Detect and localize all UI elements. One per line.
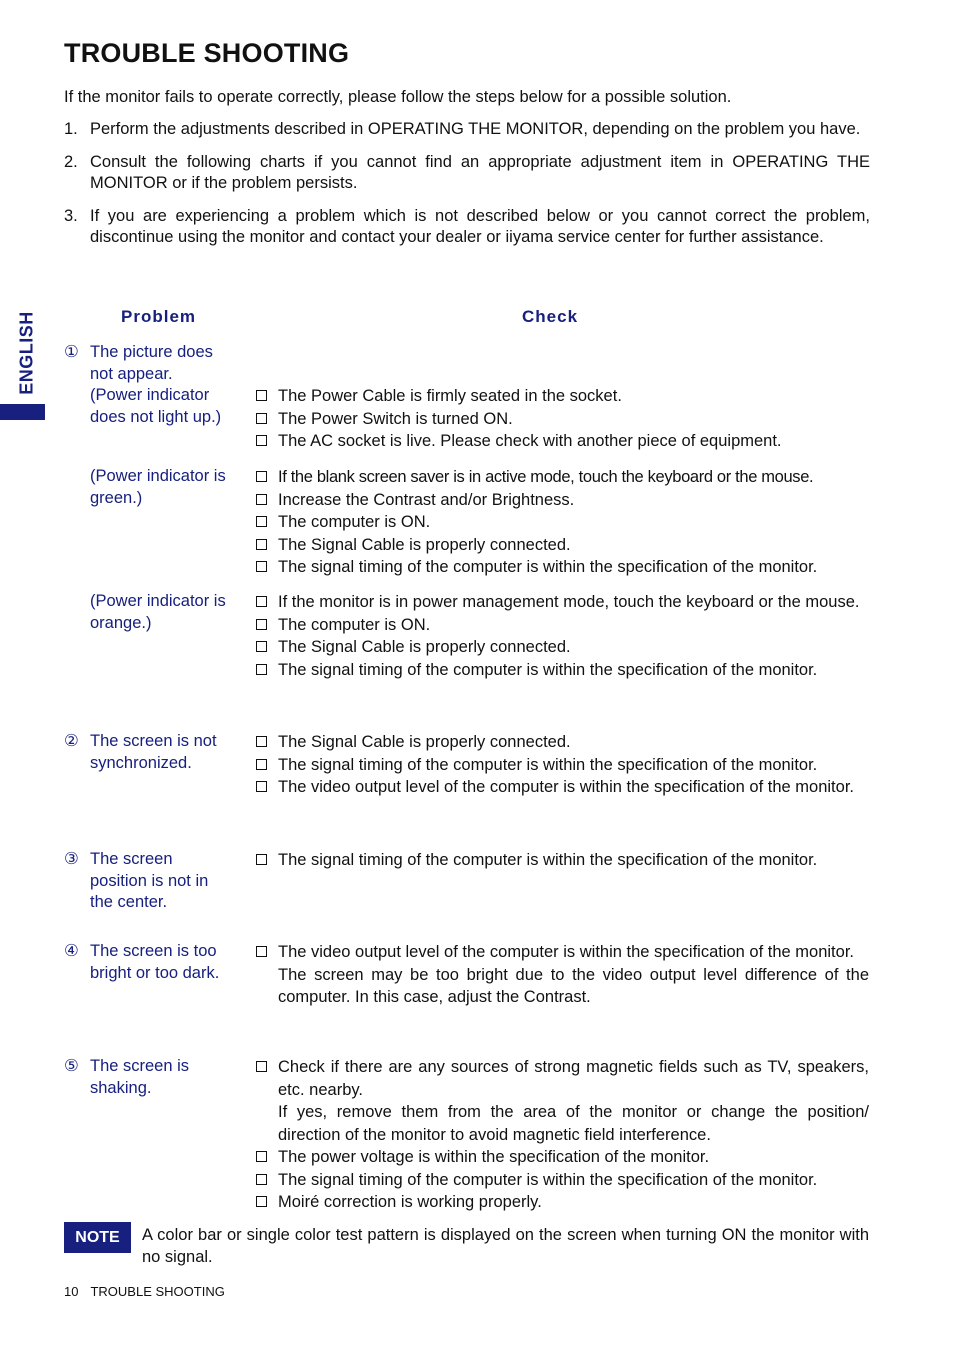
- checkbox-icon: [256, 596, 267, 607]
- note-badge: NOTE: [64, 1222, 131, 1253]
- page-title: TROUBLE SHOOTING: [64, 38, 350, 68]
- step-item: [64, 152, 870, 195]
- check-item: [255, 849, 869, 872]
- problem-item: [64, 941, 244, 984]
- check-text: The video output level of the computer is within the specification of the monitor.: [278, 778, 854, 796]
- problem-item: [64, 385, 244, 428]
- problem-number: ⑤: [64, 1057, 79, 1075]
- problem-text: The screen is too bright or too dark.: [90, 942, 220, 982]
- problem-number: ④: [64, 942, 79, 960]
- check-item: [255, 1191, 869, 1214]
- check-text: The AC socket is live. Please check with another piece of equipment.: [278, 432, 782, 450]
- check-item: [255, 511, 869, 534]
- checkbox-icon: [256, 854, 267, 865]
- check-text: The Signal Cable is properly connected.: [278, 638, 571, 656]
- checkbox-icon: [256, 561, 267, 572]
- check-text: Increase the Contrast and/or Brightness.: [278, 490, 575, 509]
- step-item: [64, 119, 870, 141]
- check-text: The signal timing of the computer is within the specification of the monitor.: [278, 660, 818, 679]
- check-item: [255, 659, 869, 682]
- check-item: [255, 941, 869, 1009]
- problem-number: ②: [64, 732, 79, 750]
- check-extra-text: If yes, remove them from the area of the monitor or change the position/ direction of the monitor to avoid magnetic field interference.: [278, 1103, 869, 1144]
- check-item: [255, 408, 869, 431]
- step-text: If you are experiencing a problem which is not described below or you cannot correct the problem, discontinue using the monitor and contact your dealer or iiyama service center for further assistance.: [90, 206, 870, 246]
- check-text: The signal timing of the computer is within the specification of the monitor.: [278, 755, 818, 774]
- check-text: Moiré correction is working properly.: [278, 1193, 542, 1211]
- steps-list: [64, 119, 870, 249]
- page-footer: [64, 1284, 225, 1299]
- check-item: [255, 1169, 869, 1192]
- check-item: [255, 489, 869, 512]
- problem-text: (Power indicator is green.): [90, 467, 226, 507]
- check-item: [255, 591, 869, 614]
- checkbox-icon: [256, 736, 267, 747]
- page-number: 10: [64, 1284, 79, 1299]
- check-item: [255, 556, 869, 579]
- check-text: Check if there are any sources of strong magnetic fields such as TV, speakers, etc. nearby.: [278, 1058, 869, 1099]
- checkbox-icon: [256, 664, 267, 675]
- problem-text: The picture does not appear.: [90, 343, 213, 383]
- step-number: 2.: [64, 152, 78, 171]
- check-item: [255, 776, 869, 799]
- note-text: A color bar or single color test pattern is displayed on the screen when turning ON the monitor with no signal.: [142, 1226, 869, 1266]
- check-text: The Signal Cable is properly connected.: [278, 733, 571, 751]
- check-item: [255, 636, 869, 659]
- check-item: [255, 614, 869, 637]
- check-item: [255, 754, 869, 777]
- check-list: [255, 385, 869, 453]
- check-list: [255, 731, 869, 799]
- checkbox-icon: [256, 619, 267, 630]
- check-text: The power voltage is within the specification of the monitor.: [278, 1148, 710, 1166]
- problem-number: ①: [64, 343, 79, 361]
- check-item: [255, 534, 869, 557]
- step-text: Consult the following charts if you cannot find an appropriate adjustment item in OPERATING THE MONITOR or if the problem persists.: [90, 152, 870, 192]
- checkbox-icon: [256, 1151, 267, 1162]
- checkbox-icon: [256, 539, 267, 550]
- checkbox-icon: [256, 494, 267, 505]
- check-item: [255, 731, 869, 754]
- check-list: [255, 849, 869, 872]
- check-text: The video output level of the computer is within the specification of the monitor.: [278, 943, 854, 961]
- check-list: [255, 466, 869, 579]
- language-label: ENGLISH: [16, 311, 37, 395]
- check-text: The Power Cable is firmly seated in the socket.: [278, 387, 622, 405]
- step-number: 3.: [64, 206, 78, 225]
- checkbox-icon: [256, 471, 267, 482]
- problem-item: [64, 731, 244, 774]
- problem-item: [64, 1056, 244, 1099]
- problem-text: The screen is shaking.: [90, 1057, 190, 1097]
- problem-item: [64, 342, 244, 385]
- check-list: [255, 1056, 869, 1214]
- checkbox-icon: [256, 946, 267, 957]
- check-item: [255, 385, 869, 408]
- checkbox-icon: [256, 516, 267, 527]
- check-text: The signal timing of the computer is within the specification of the monitor.: [278, 558, 818, 576]
- problem-item: [64, 849, 244, 914]
- footer-section-title: TROUBLE SHOOTING: [90, 1284, 225, 1299]
- step-number: 1.: [64, 120, 78, 138]
- check-text: The computer is ON.: [278, 513, 431, 531]
- checkbox-icon: [256, 1061, 267, 1072]
- checkbox-icon: [256, 759, 267, 770]
- check-text: The signal timing of the computer is within the specification of the monitor.: [278, 1170, 818, 1189]
- language-tab-marker: [0, 404, 45, 420]
- problem-number: ③: [64, 850, 79, 868]
- check-list: [255, 941, 869, 1009]
- check-extra-text: The screen may be too bright due to the video output level difference of the computer. In this case, adjust the Contrast.: [278, 965, 869, 1006]
- check-item: [255, 466, 869, 489]
- check-text: If the blank screen saver is in active mode, touch the keyboard or the mouse.: [278, 468, 814, 486]
- checkbox-icon: [256, 641, 267, 652]
- problem-column-header: Problem: [121, 307, 197, 326]
- check-text: The signal timing of the computer is within the specification of the monitor.: [278, 851, 818, 869]
- checkbox-icon: [256, 781, 267, 792]
- check-text: The Signal Cable is properly connected.: [278, 535, 571, 554]
- checkbox-icon: [256, 1196, 267, 1207]
- check-list: [255, 591, 869, 681]
- problem-text: The screen position is not in the center.: [90, 850, 209, 911]
- check-column-header: Check: [522, 307, 579, 326]
- step-item: [64, 206, 870, 249]
- problem-text: (Power indicator does not light up.): [90, 386, 222, 426]
- check-item: [255, 1146, 869, 1169]
- checkbox-icon: [256, 413, 267, 424]
- check-item: [255, 1056, 869, 1146]
- check-text: If the monitor is in power management mode, touch the keyboard or the mouse.: [278, 593, 860, 611]
- problem-text: The screen is not synchronized.: [90, 732, 217, 772]
- checkbox-icon: [256, 1174, 267, 1185]
- intro-text: If the monitor fails to operate correctly, please follow the steps below for a possible solution.: [64, 88, 732, 106]
- checkbox-icon: [256, 435, 267, 446]
- problem-text: (Power indicator is orange.): [90, 592, 226, 632]
- check-text: The computer is ON.: [278, 615, 431, 634]
- step-text: Perform the adjustments described in OPERATING THE MONITOR, depending on the problem you have.: [90, 120, 861, 138]
- problem-item: [64, 591, 244, 634]
- check-item: [255, 430, 869, 453]
- checkbox-icon: [256, 390, 267, 401]
- problem-item: [64, 466, 244, 509]
- check-text: The Power Switch is turned ON.: [278, 409, 513, 428]
